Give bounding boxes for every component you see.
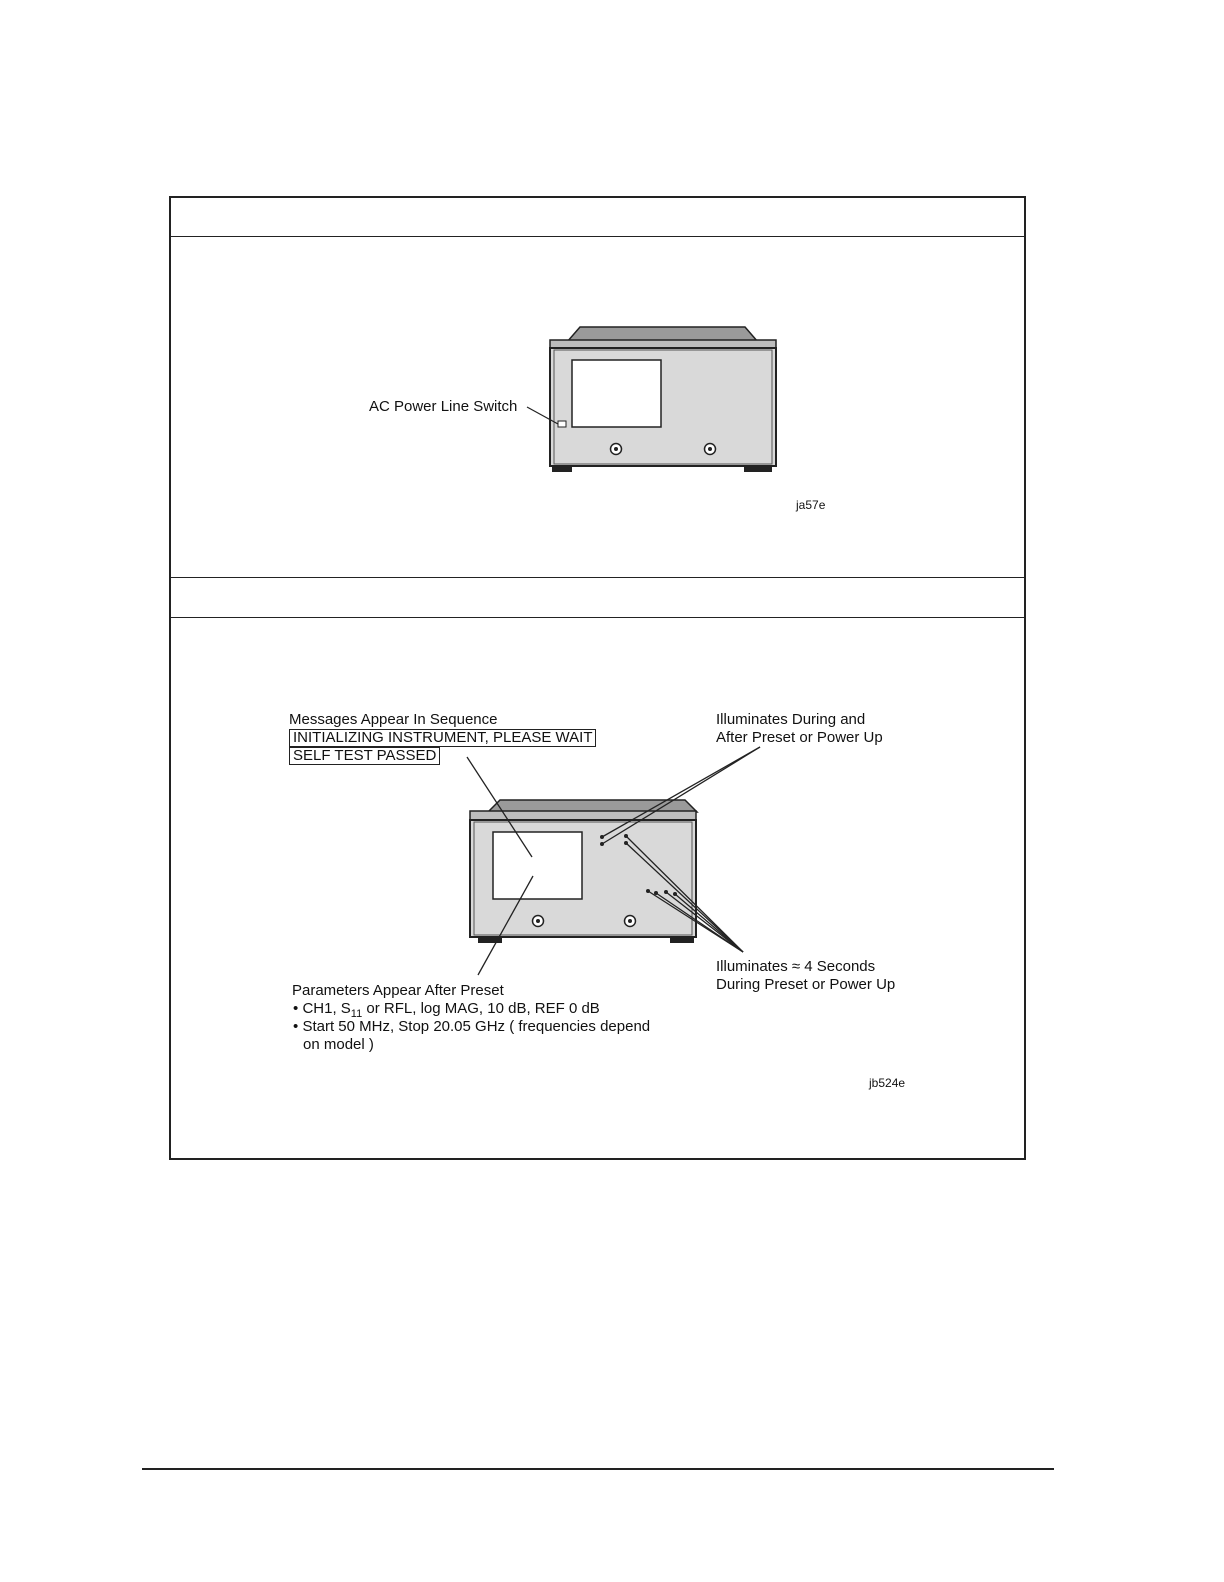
label-params-heading: Parameters Appear After Preset [292,982,504,999]
param-2-line1: Start 50 MHz, Stop 20.05 GHz ( frequencies depend [302,1018,651,1035]
figure-id-1: ja57e [796,498,826,512]
bullet: • [293,1000,299,1017]
param-1-prefix: CH1, S [302,1000,351,1017]
param-1-suffix: or RFL, log MAG, 10 dB, REF 0 dB [362,1000,600,1017]
param-1-sub: 11 [350,1008,363,1020]
instrument-illustration-2 [460,790,760,990]
label-illuminates-during-1: Illuminates During and [716,711,866,728]
footer-rule [142,1468,1054,1470]
label-illuminates-seconds-1: Illuminates ≈ 4 Seconds [716,958,876,975]
label-ac-power-switch: AC Power Line Switch [369,398,518,415]
figure-id-2: jb524e [869,1076,906,1090]
param-line-2 [293,1018,650,1036]
bullet: • [293,1018,299,1035]
param-2-line2: on model ) [303,1036,374,1053]
power-switch-icon [558,421,566,427]
message-box-1-wrap [289,729,596,747]
row-divider [171,236,1024,237]
row-divider [171,577,1024,578]
message-box-2-wrap [289,747,440,765]
row-divider [171,617,1024,618]
message-box-2: SELF TEST PASSED [289,747,440,765]
label-illuminates-during-2: After Preset or Power Up [716,729,883,746]
instrument-illustration-1 [540,320,790,480]
label-illuminates-seconds-2: During Preset or Power Up [716,976,896,993]
message-box-1: INITIALIZING INSTRUMENT, PLEASE WAIT [289,729,596,747]
label-messages-heading: Messages Appear In Sequence [289,711,498,728]
